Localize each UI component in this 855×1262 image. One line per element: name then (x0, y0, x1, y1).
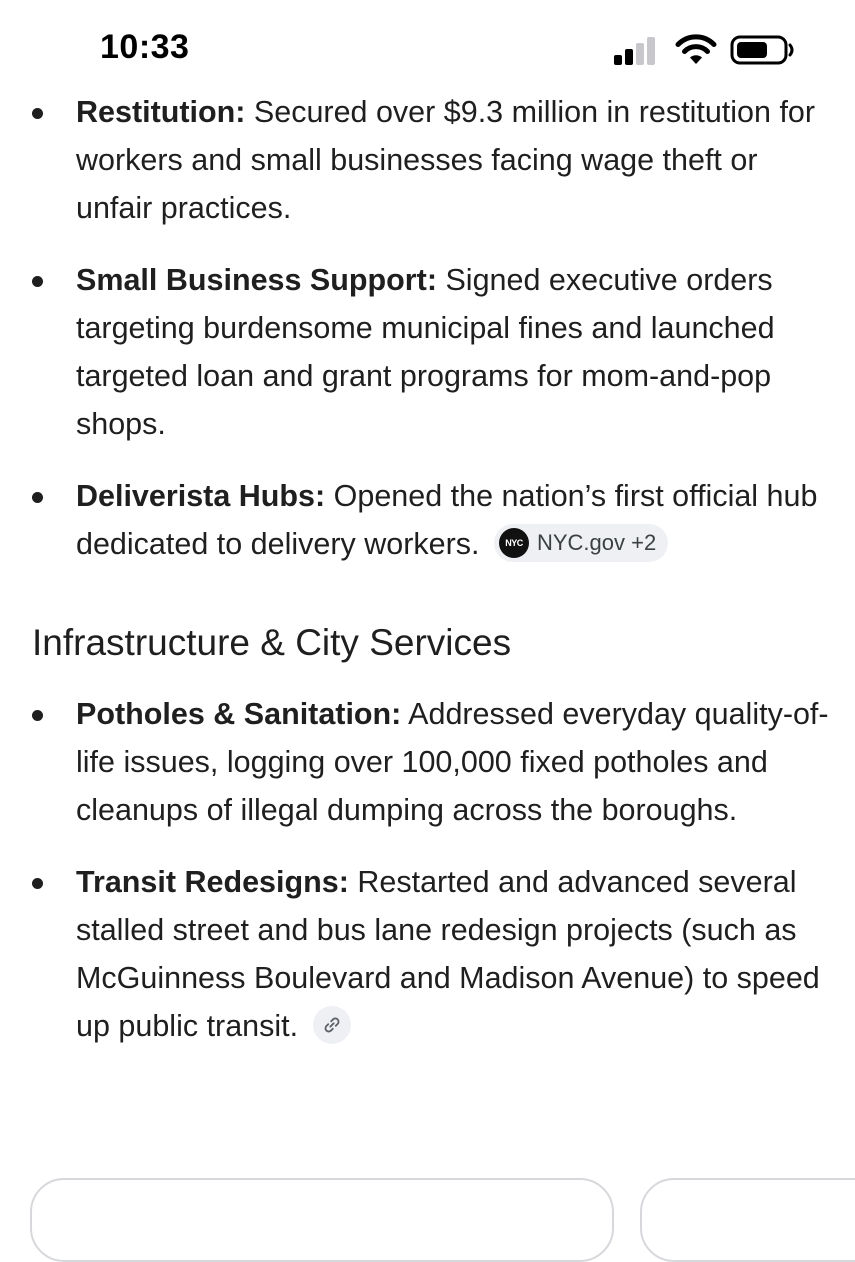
link-icon (322, 1015, 342, 1035)
list-item (0, 690, 855, 834)
bullet-label: Small Business Support: (76, 263, 437, 297)
status-time: 10:33 (100, 28, 190, 66)
suggestion-card[interactable] (30, 1178, 614, 1262)
bullet-text: Opened the nation’s first official hub dedicated to delivery workers. (76, 479, 818, 561)
list-item (0, 472, 855, 568)
bullet-text: Restarted and advanced several stalled street and bus lane redesign projects (such as McGuinness Boulevard and Madison Avenue) to speed up public transit. (76, 865, 820, 1043)
bullet-label: Restitution: (76, 95, 246, 129)
bullet-label: Transit Redesigns: (76, 865, 349, 899)
bullet-dot (32, 492, 43, 503)
nyc-logo-icon: NYC (499, 528, 529, 558)
link-chip[interactable] (313, 1006, 351, 1044)
source-chip-label: NYC.gov +2 (536, 529, 657, 555)
bullet-dot (32, 276, 43, 287)
status-bar (0, 0, 855, 100)
bullet-dot (32, 108, 43, 119)
battery-icon (730, 34, 796, 66)
bullet-list (0, 88, 855, 568)
bullet-label: Potholes & Sanitation: (76, 697, 402, 731)
wifi-icon (674, 34, 718, 66)
list-item (0, 256, 855, 448)
bullet-label: Deliverista Hubs: (76, 479, 326, 513)
bullet-text: Secured over $9.3 million in restitution for workers and small businesses facing wage theft or unfair practices. (76, 95, 816, 225)
section-heading: Infrastructure & City Services (32, 622, 512, 663)
bullet-dot (32, 878, 43, 889)
bullet-text: Signed executive orders targeting burdensome municipal fines and launched targeted loan and grant programs for mom-and-pop shops. (76, 263, 775, 441)
list-item (0, 88, 855, 232)
source-chip[interactable] (494, 524, 668, 562)
bullet-list (0, 690, 855, 1050)
bullet-text: Addressed everyday quality-of-life issues, logging over 100,000 fixed potholes and cleanups of illegal dumping across the boroughs. (76, 697, 829, 827)
suggestion-card[interactable] (640, 1178, 855, 1262)
response-content (0, 88, 855, 1050)
signal-icon (612, 36, 658, 66)
status-icons (612, 34, 802, 66)
bullet-dot (32, 710, 43, 721)
list-item (0, 858, 855, 1050)
